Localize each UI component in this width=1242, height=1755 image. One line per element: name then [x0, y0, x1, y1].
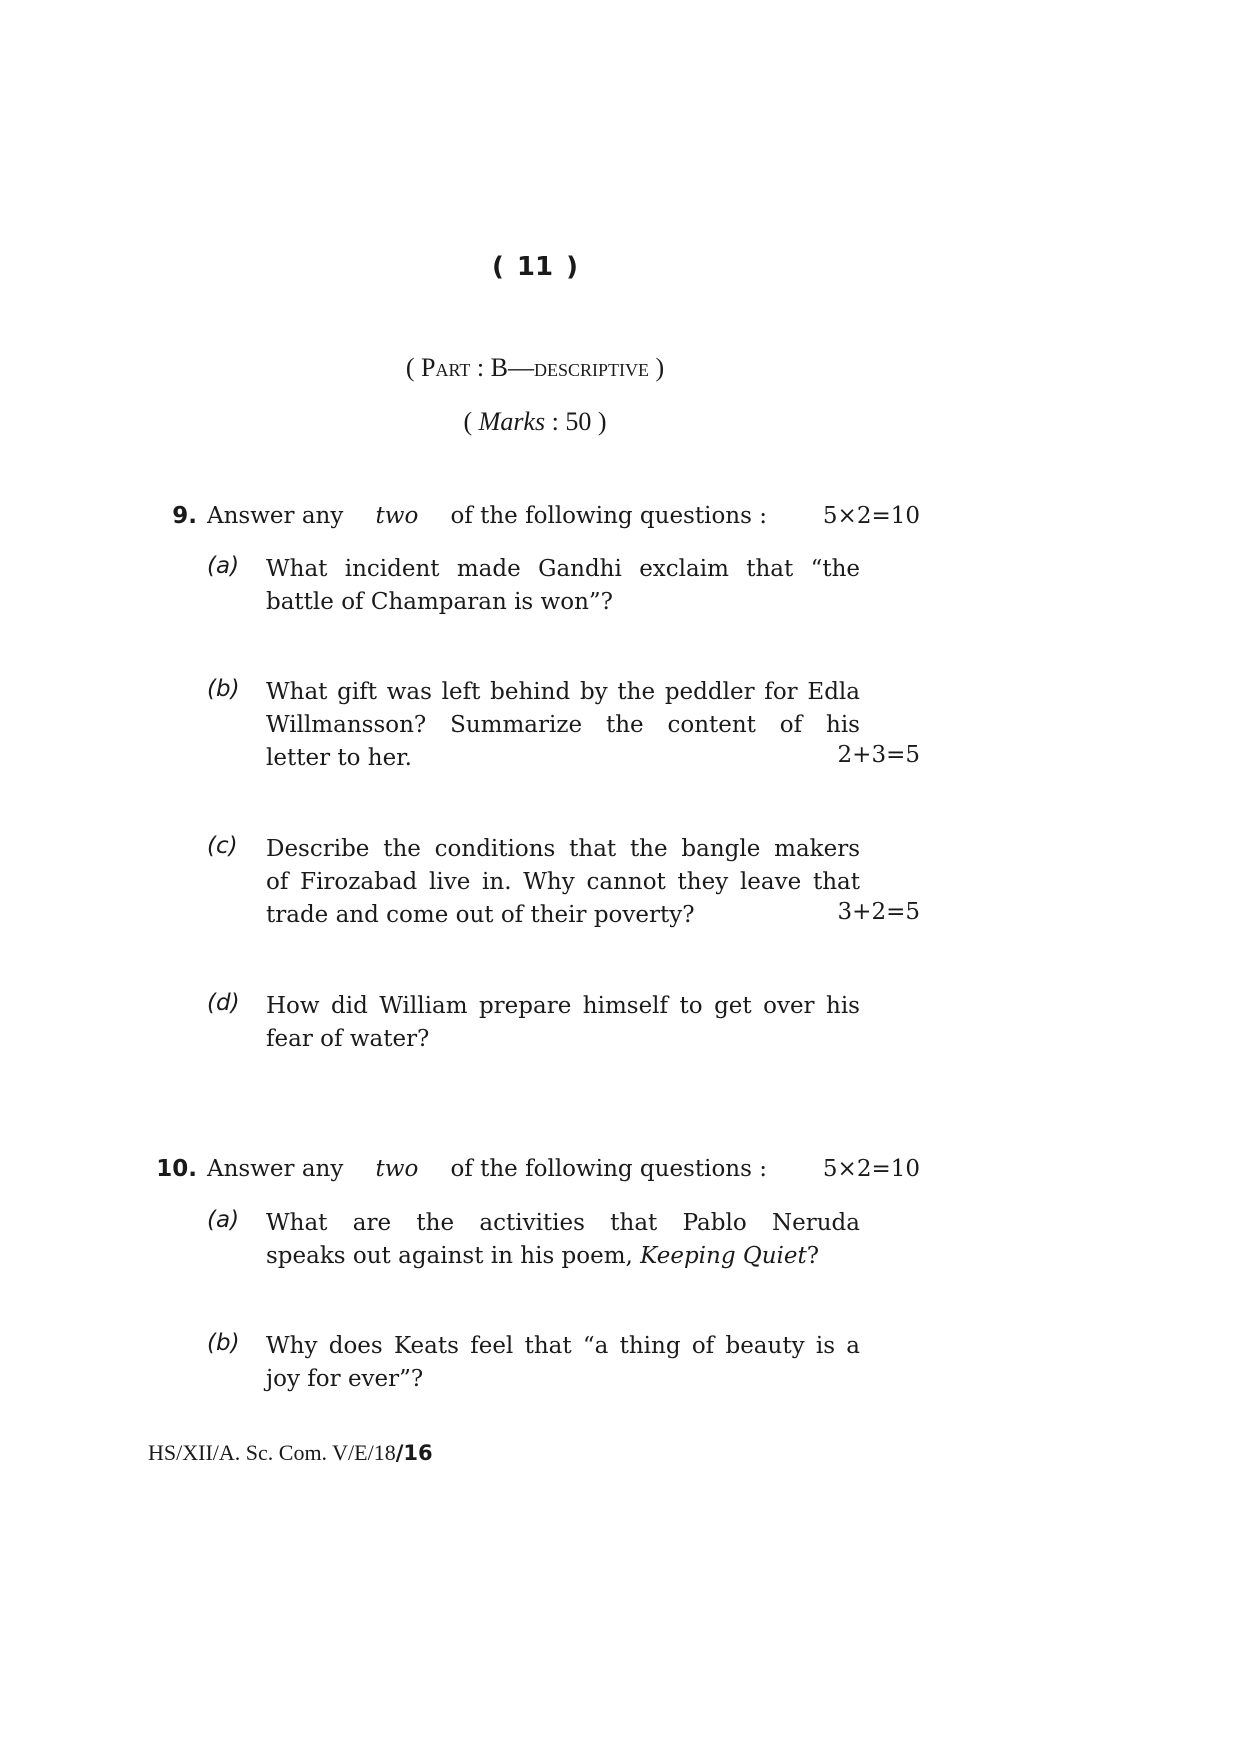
part-open: ( [405, 353, 422, 382]
sub-label: (c) [207, 833, 238, 859]
part-label: Part : B—descriptive [421, 353, 649, 382]
question-marks: 5×2=10 [822, 1156, 920, 1182]
text-line: letter to her. [266, 745, 412, 771]
sub-label: (d) [207, 990, 240, 1016]
text-line: What incident made Gandhi exclaim that “the [266, 556, 860, 582]
footer-code [148, 1440, 433, 1466]
text-line-start: speaks out against in his poem, [266, 1243, 633, 1269]
text-line: What are the activities that Pablo Neruda [266, 1210, 860, 1236]
sub-label: (b) [207, 676, 240, 702]
question-9 [0, 503, 1242, 537]
text-line: trade and come out of their poverty? [266, 902, 695, 928]
text-line: How did William prepare himself to get over his [266, 993, 860, 1019]
sub-text [266, 833, 860, 932]
text-line-end: ? [806, 1243, 820, 1269]
text-line: battle of Champaran is won”? [266, 589, 613, 615]
sub-label: (b) [207, 1330, 240, 1356]
question-prompt [207, 1156, 767, 1182]
question-number: 9. [172, 503, 197, 529]
text-line: Why does Keats feel that “a thing of beauty is a [266, 1333, 860, 1359]
prompt-before: Answer any [207, 503, 344, 529]
footer-code-text: HS/XII/A. Sc. Com. V/E/18 [148, 1440, 396, 1465]
part-close: ) [648, 353, 665, 382]
text-line: Willmansson? Summarize the content of his [266, 712, 860, 738]
sub-label: (a) [207, 553, 240, 579]
prompt-emphasis: two [375, 503, 419, 529]
question-number: 10. [156, 1156, 197, 1182]
sub-text [266, 676, 860, 775]
page-number: ( 11 ) [491, 252, 579, 282]
sub-text [266, 1207, 860, 1273]
footer-pages: /16 [395, 1441, 433, 1465]
question-10 [0, 1156, 1242, 1190]
question-marks: 5×2=10 [822, 503, 920, 529]
part-title [0, 353, 1070, 383]
sub-text [266, 990, 860, 1056]
prompt-emphasis: two [375, 1156, 419, 1182]
marks-label: Marks [478, 407, 546, 436]
text-line: What gift was left behind by the peddler for Edla [266, 679, 860, 705]
marks-title [0, 407, 1070, 437]
poem-title: Keeping Quiet [640, 1243, 807, 1269]
text-line [266, 1240, 860, 1273]
question-header [0, 1156, 1242, 1190]
sub-text [266, 1330, 860, 1396]
marks-close: ) [591, 407, 607, 436]
prompt-after: of the following questions : [450, 1156, 767, 1182]
question-header [0, 503, 1242, 537]
text-line: Describe the conditions that the bangle makers [266, 836, 860, 862]
question-prompt [207, 503, 767, 529]
sub-marks: 3+2=5 [837, 899, 920, 925]
sub-label: (a) [207, 1207, 240, 1233]
prompt-after: of the following questions : [450, 503, 767, 529]
sub-marks: 2+3=5 [837, 742, 920, 768]
text-line: of Firozabad live in. Why cannot they leave that [266, 869, 860, 895]
marks-open: ( [463, 407, 479, 436]
prompt-before: Answer any [207, 1156, 344, 1182]
text-line: joy for ever”? [266, 1366, 424, 1392]
sub-text [266, 553, 860, 619]
text-line: fear of water? [266, 1026, 430, 1052]
marks-value: : 50 [545, 407, 592, 436]
